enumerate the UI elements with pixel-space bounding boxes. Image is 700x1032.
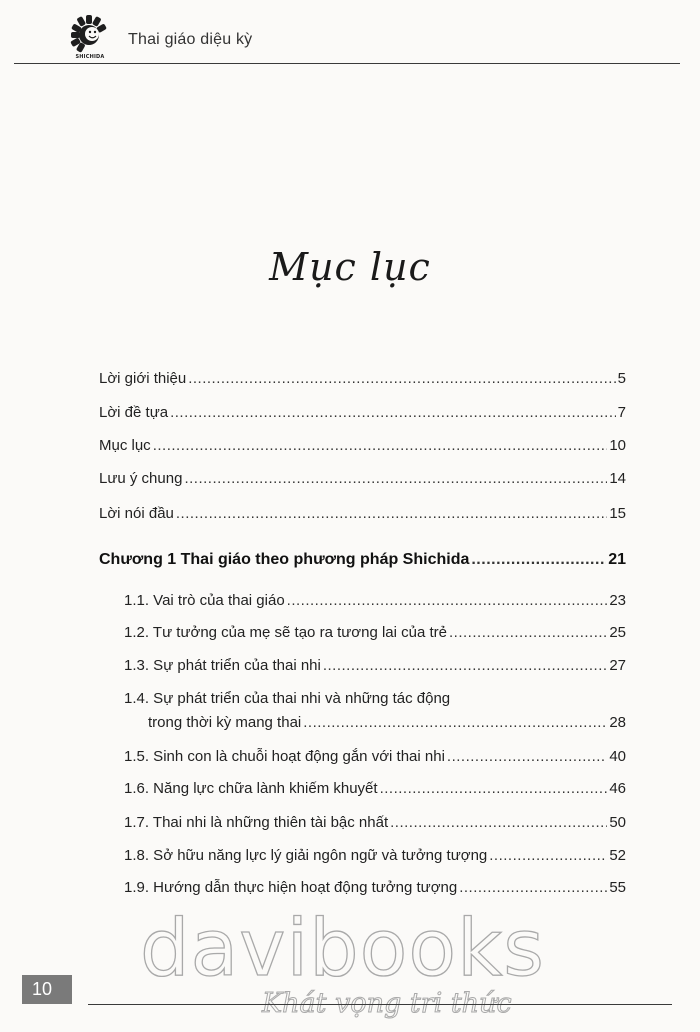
toc-entry-page: 7 [617,404,626,421]
toc-section-page: 23 [609,592,626,609]
toc-section-page: 46 [609,780,626,797]
toc-section-page: 55 [609,879,626,896]
toc-entry-loi-gioi-thieu[interactable] [99,370,626,387]
footer-rule [88,1004,672,1005]
toc-entry-muc-luc[interactable] [99,437,626,454]
logo-text: SHICHIDA [75,54,105,60]
toc-section-1-6[interactable] [124,780,626,797]
dot-leader [176,505,607,522]
dot-leader [287,592,608,609]
dot-leader [170,404,616,421]
toc-entry-label: Lưu ý chung [99,470,183,487]
toc-section-page: 40 [609,748,626,765]
toc-section-1-8[interactable] [124,847,626,864]
toc-heading: Mục lục [269,245,431,289]
toc-entry-label: Lời đề tựa [99,404,169,421]
toc-entry-page: 15 [609,505,626,522]
toc-section-page: 52 [609,847,626,864]
toc-section-1-5[interactable] [124,748,626,765]
toc-entry-loi-de-tua[interactable] [99,404,626,421]
dot-leader [323,657,607,674]
header-rule [14,63,680,64]
dot-leader [390,814,607,831]
toc-section-label: 1.7. Thai nhi là những thiên tài bậc nhất [124,814,389,831]
page-number: 10 [22,975,72,1004]
toc-section-label: 1.8. Sở hữu năng lực lý giải ngôn ngữ và tưởng tượng [124,847,488,864]
watermark-slogan: Khát vọng tri thức [262,988,512,1019]
toc-section-label: 1.9. Hướng dẫn thực hiện hoạt động tưởng tượng [124,879,458,896]
toc-section-label: trong thời kỳ mang thai [148,714,302,731]
dot-leader [471,551,606,569]
toc-section-page: 28 [609,714,626,731]
dot-leader [303,714,607,731]
watermark-brand: davibooks [140,904,545,994]
toc-section-page: 25 [609,624,626,641]
toc-section-label: 1.5. Sinh con là chuỗi hoạt động gắn với thai nhi [124,748,445,765]
toc-chapter-label: Chương 1 Thai giáo theo phương pháp Shichida [99,551,470,568]
dot-leader [489,847,607,864]
book-title: Thai giáo diệu kỳ [128,31,253,48]
toc-section-1-9[interactable] [124,879,626,896]
toc-section-1-4-line1[interactable]: 1.4. Sự phát triển của thai nhi và những tác động [124,690,451,707]
dot-leader [184,470,607,487]
dot-leader [380,780,608,797]
dot-leader [449,624,607,641]
toc-entry-label: Lời giới thiệu [99,370,187,387]
toc-section-1-4[interactable] [148,714,626,731]
toc-section-label: 1.2. Tư tưởng của mẹ sẽ tạo ra tương lai của trẻ [124,624,448,641]
toc-section-1-1[interactable] [124,592,626,609]
toc-entry-label: Mục lục [99,437,151,454]
toc-section-page: 50 [609,814,626,831]
dot-leader [153,437,608,454]
toc-section-label: 1.1. Vai trò của thai giáo [124,592,285,609]
dot-leader [188,370,615,387]
toc-chapter-1[interactable] [99,551,626,569]
toc-entry-label: Lời nói đầu [99,505,174,522]
sun-face-icon [68,14,112,54]
toc-section-label: 1.6. Năng lực chữa lành khiếm khuyết [124,780,378,797]
toc-entry-luu-y-chung[interactable] [99,470,626,487]
toc-entry-page: 10 [609,437,626,454]
toc-entry-page: 14 [609,470,626,487]
toc-section-page: 27 [609,657,626,674]
toc-entry-loi-noi-dau[interactable] [99,505,626,522]
toc-section-1-2[interactable] [124,624,626,641]
toc-section-1-3[interactable] [124,657,626,674]
toc-chapter-page: 21 [608,551,626,568]
toc-section-1-7[interactable] [124,814,626,831]
dot-leader [459,879,607,896]
dot-leader [447,748,607,765]
toc-section-label: 1.3. Sự phát triển của thai nhi [124,657,321,674]
shichida-logo [68,14,112,62]
toc-entry-page: 5 [617,370,626,387]
